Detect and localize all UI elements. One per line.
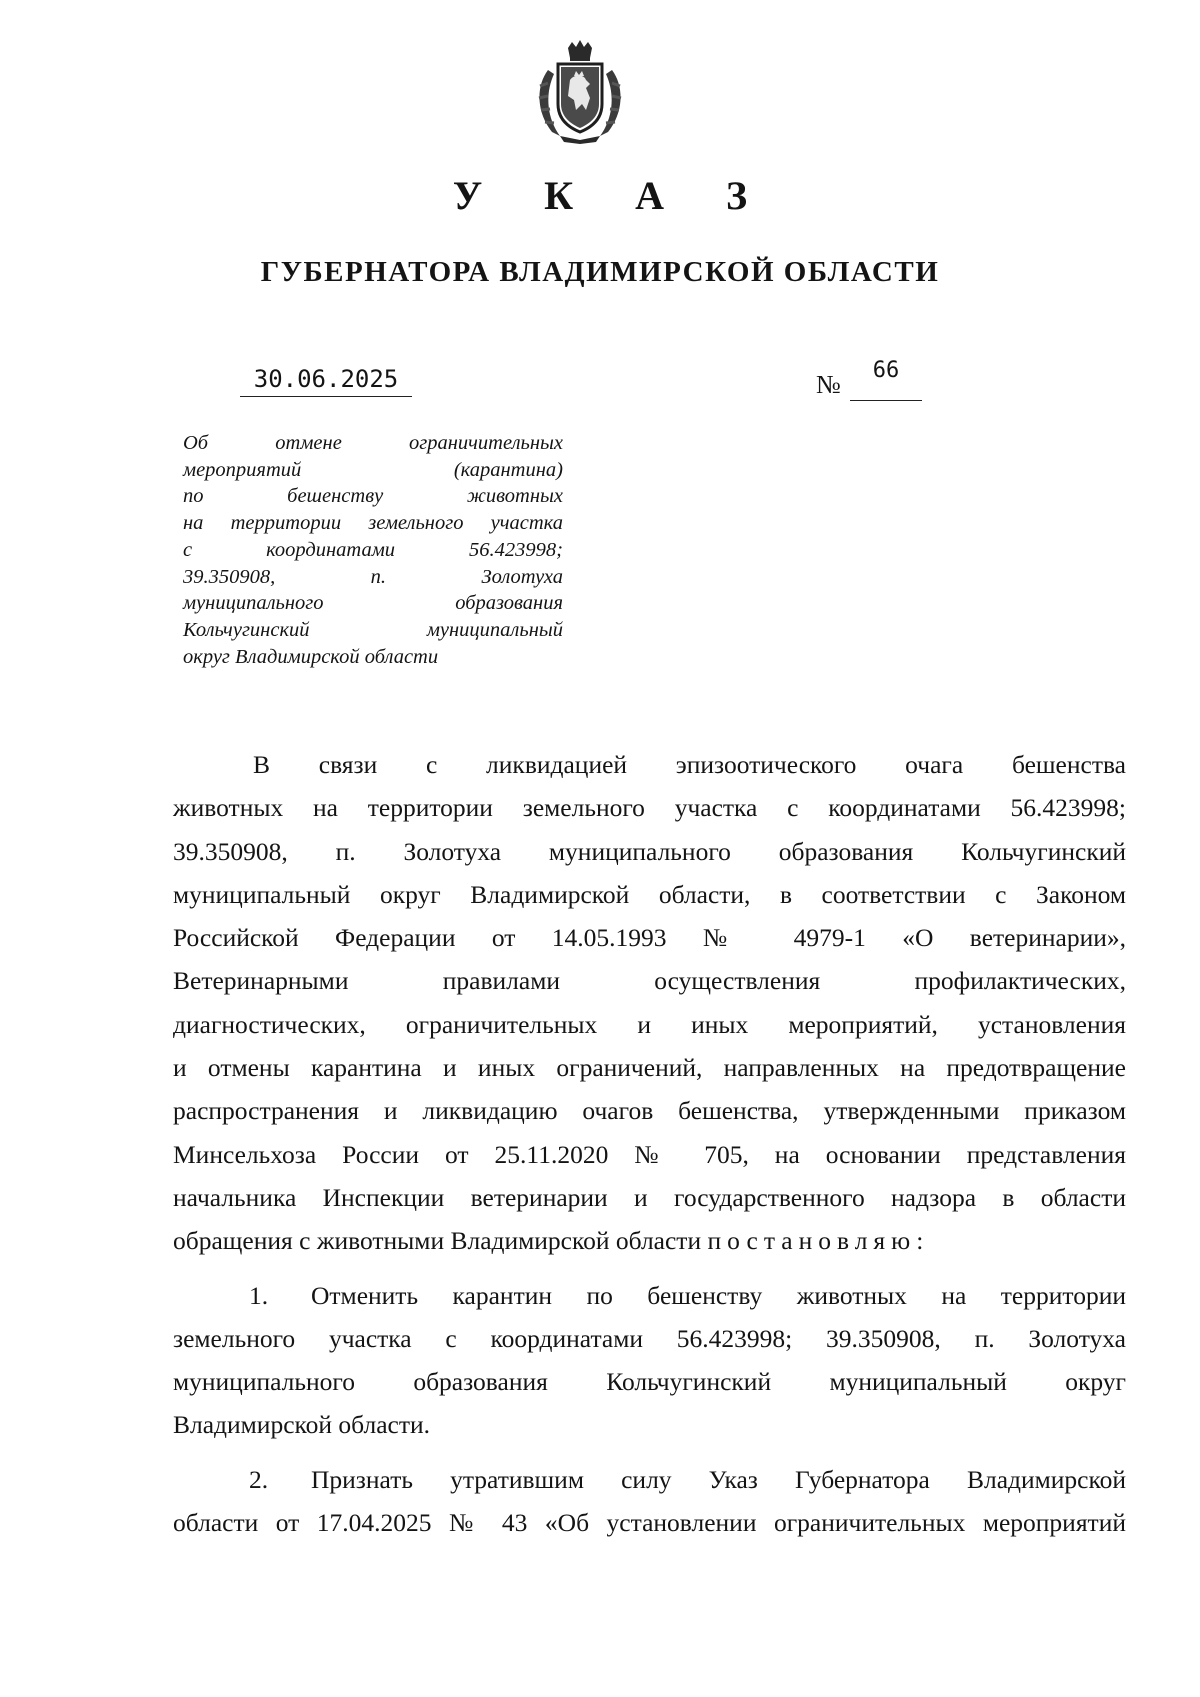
heading-line: Об отмене ограничительных xyxy=(183,432,563,454)
body-line: 39.350908, п. Золотуха муниципального образования Кольчугинский xyxy=(173,836,1126,866)
preamble-paragraph xyxy=(173,743,1126,1263)
body-line: муниципальный округ Владимирской области, в соответствии с Законом xyxy=(173,879,1126,909)
item-number: 1. xyxy=(249,1280,269,1310)
decree-item-2 xyxy=(173,1458,1126,1545)
item-first-line xyxy=(173,1274,1126,1317)
body-line: муниципального образования Кольчугинский муниципальный округ xyxy=(173,1367,1126,1397)
heading-line: 39.350908, п. Золотуха xyxy=(183,565,563,588)
body-line-text: обращения с животными Владимирской области xyxy=(173,1226,702,1256)
decree-title: У К А З xyxy=(452,173,774,218)
body-line: Минсельхоза России от 25.11.2020 № 705, на основании представления xyxy=(173,1139,1126,1169)
number-sign: № xyxy=(816,370,841,399)
heading-line: на территории земельного участка xyxy=(183,512,563,535)
body-line: Владимирской области. xyxy=(173,1410,431,1440)
decree-date: 30.06.2025 xyxy=(240,362,412,397)
heading-line: округ Владимирской области xyxy=(183,645,439,668)
body-line: земельного участка с координатами 56.423998; 39.350908, п. Золотуха xyxy=(173,1323,1126,1353)
body-line: распространения и ликвидацию очагов бешенства, утвержденными приказом xyxy=(173,1096,1126,1126)
decree-item-1 xyxy=(173,1274,1126,1447)
body-line xyxy=(173,1219,1126,1262)
decree-body xyxy=(173,743,1126,1544)
decree-number: 66 xyxy=(850,354,922,401)
heading-line: муниципального образования xyxy=(183,592,563,615)
body-line: начальника Инспекции ветеринарии и государственного надзора в области xyxy=(173,1182,1126,1212)
body-line: Ветеринарными правилами осуществления профилактических, xyxy=(173,966,1126,996)
heading-line: с координатами 56.423998; xyxy=(183,538,563,561)
body-line: диагностических, ограничительных и иных мероприятий, установления xyxy=(173,1009,1126,1039)
body-line: и отмены карантина и иных ограничений, направленных на предотвращение xyxy=(173,1053,1126,1083)
item-text: Отменить карантин по бешенству животных на территории xyxy=(311,1280,1126,1310)
heading-line: Кольчугинский муниципальный xyxy=(183,618,563,641)
resolve-word: постановляю: xyxy=(707,1226,930,1256)
item-first-line xyxy=(173,1458,1126,1501)
coat-of-arms-icon xyxy=(530,40,630,144)
body-line: Российской Федерации от 14.05.1993 № 4979-1 «О ветеринарии», xyxy=(173,923,1126,953)
decree-heading xyxy=(183,430,563,670)
body-line: В связи с ликвидацией эпизоотического очага бешенства xyxy=(253,750,1126,779)
heading-line: по бешенству животных xyxy=(183,485,563,508)
body-line: области от 17.04.2025 № 43 «Об установлении ограничительных мероприятий xyxy=(173,1508,1126,1538)
item-text: Признать утратившим силу Указ Губернатора Владимирской xyxy=(311,1464,1126,1494)
decree-issuer: ГУБЕРНАТОРА ВЛАДИМИРСКОЙ ОБЛАСТИ xyxy=(260,256,940,288)
heading-line: мероприятий (карантина) xyxy=(183,458,563,481)
body-line: животных на территории земельного участка с координатами 56.423998; xyxy=(173,793,1126,823)
item-number: 2. xyxy=(249,1464,269,1494)
